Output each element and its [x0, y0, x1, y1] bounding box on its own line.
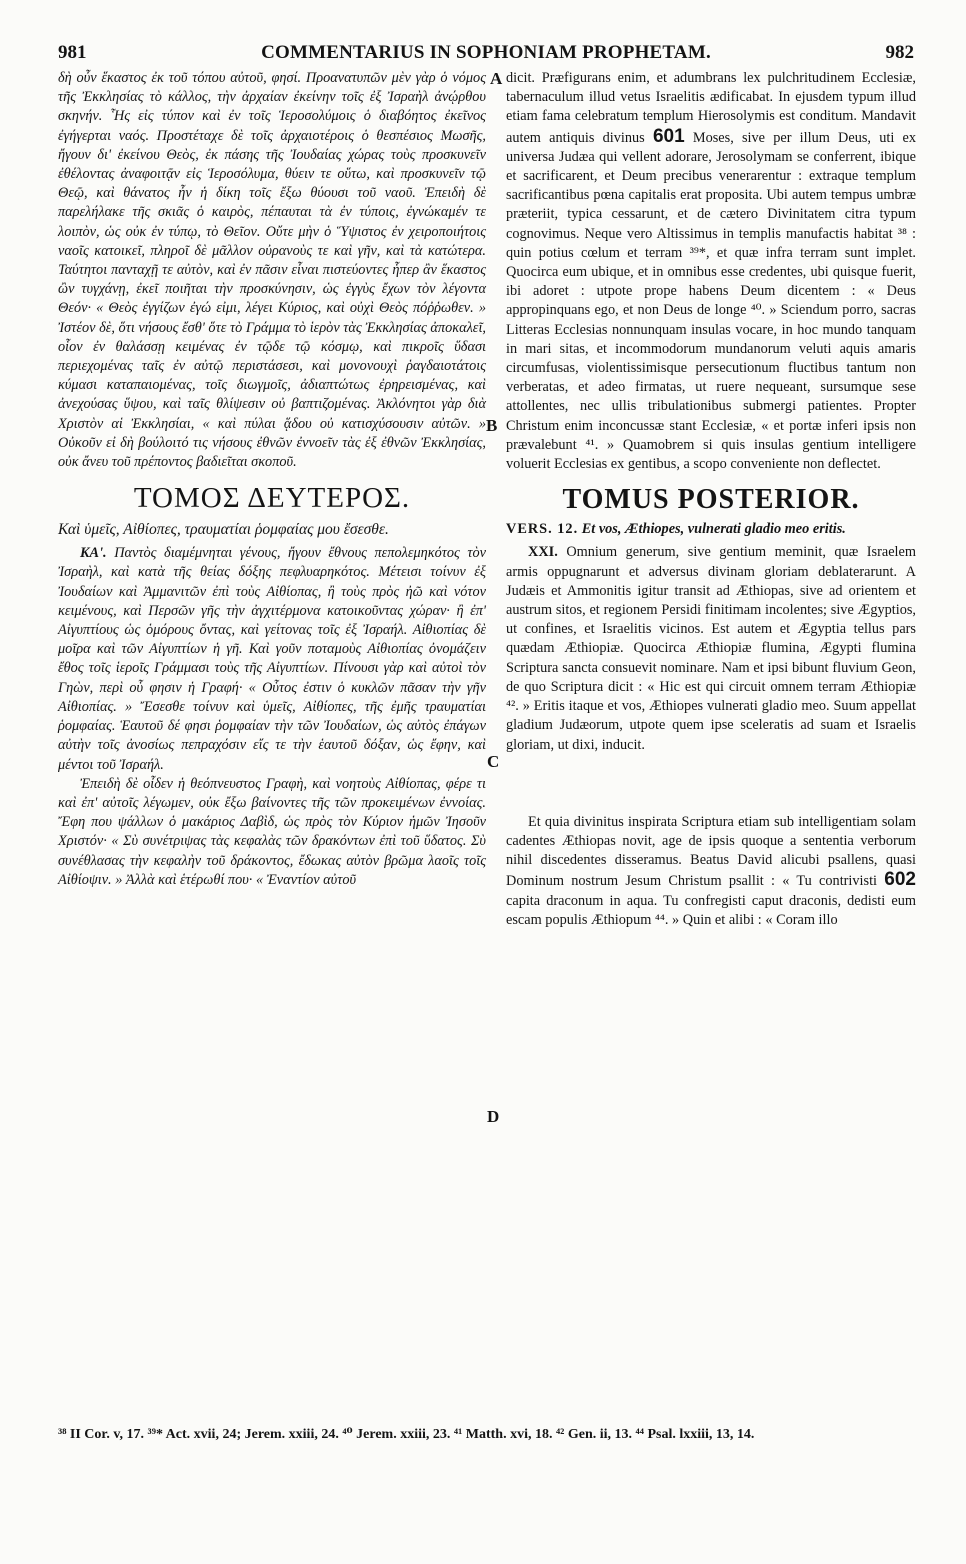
latin-paragraph-3a: Et quia divinitus inspirata Scriptura etiam sub intelligentiam solam cadentes Æthiopas novit, age de ipsis quoque a sententia verborum nihil discedentes disseramus. Beatus David alicubi psallens, quasi Dominum nostrum Jesum Christum psallit : « Tu contrivisti	[506, 813, 916, 890]
latin-paragraph-1	[506, 69, 916, 474]
latin-section-number: XXI.	[528, 544, 558, 561]
greek-paragraph-2	[58, 544, 486, 774]
page-number-left: 981	[58, 42, 87, 63]
greek-column	[58, 69, 486, 1564]
greek-paragraph-3: Ἐπειδὴ δὲ οἶδεν ἡ θεόπνευστος Γραφὴ, καὶ νοητοὺς Αἰθίοπας, φέρε τι καὶ ἐπ' αὐτοῖς λέγωμεν, οὐκ ἔξω βαίνοντες τῆς τῶν προκειμένων ἐννοίας. Ἔφη που ψάλλων ὁ μακάριος Δαβὶδ, ὡς πρὸς τὸν Κύριον ἡμῶν Ἰησοῦν Χριστόν· « Σὺ συνέτριψας τὰς κεφαλὰς τῶν δρακόντων ἐπὶ τοῦ ὕδατος. Σὺ συνέθλασας τὴν κεφαλὴν τοῦ δράκοντος, ἔδωκας αὐτὸν βρῶμα λαοῖς τοῖς Αἰθίοψιν. » Ἀλλὰ καὶ ἑτέρωθί που· « Ἐναντίον αὐτοῦ	[58, 775, 486, 888]
greek-paragraph-1: δὴ οὖν ἕκαστος ἐκ τοῦ τόπου αὐτοῦ, φησί. Προανατυπῶν μὲν γὰρ ὁ νόμος τῆς Ἐκκλησίας τὸ κάλλος, τὴν ἀρχαίαν ἐκείνην τοῖς ἐξ Ἰσραὴλ ἀνῴρθου σκηνήν. Ἧς εἰς τύπον καὶ ἐν τοῖς Ἱεροσολύμοις ὁ διαβόητος ἐκεῖνος ἐγήγερται ναός. Προστέταχε δὲ τοῖς ἀρχαιοτέροις ὁ θεσπέσιος Μωσῆς, ἤγουν δι' ἐκείνου Θεὸς, ἐκ πάσης τῆς Ἰουδαίας χώρας τοὺς προσκυνεῖν ἐθέλοντας ἀναφοιτᾷν εἰς Ἱεροσόλυμα, θύειν τε οὕτω, καὶ προσκυνεῖν τῷ Θεῷ, καὶ θάνατος ἦν ἡ δίκη τοῖς ἔξω θύουσι τοῦ ναοῦ. Ἐπειδὴ δὲ παρελήλακε τῆς σκιᾶς ὁ καιρὸς, πέπαυται τὰ ἐν τύποις, ἐγνώκαμέν τε λοιπὸν, ὡς οὐκ ἐν τύπῳ, τὸ Θεῖον. Οὔτε μὴν ὁ Ὕψιστος ἐν χειροποιήτοις ναοῖς κατοικεῖ, πληροῖ δὲ μᾶλλον οὐρανοὺς τε καὶ γῆν, καὶ τὰ κατώτερα. Ταύτητοι πανταχῇ τε αὐτὸν, καὶ ἐν πᾶσιν εἶναι πιστεύοντες ἧπερ ἂν ἕκαστος ὢν τυγχάνῃ, ἐκεῖ ποιῆται τὴν προσκύνησιν, ὡς ἐγγὺς ἔχων τὸν λέγοντα Θεόν· « Θεὸς ἐγγίζων ἐγώ εἰμι, λέγει Κύριος, καὶ οὐχὶ Θεὸς πόῤῥωθεν. » Ἰστέον δὲ, ὅτι νήσους ἔσθ' ὅτε τὸ Γράμμα τὸ ἱερὸν τὰς Ἐκκλησίας ἀποκαλεῖ, οἷον ἐν θαλάσσῃ κειμένας ἐν τῷδε τῷ κόσμῳ, καὶ πικροῖς ὕδασι περιεχομένας ταῖς ἐν αὐτῷ περιστάσεσι, καὶ μονονουχὶ ῥαγδαιοτάτοις κύμασι καταπαιομένας, τοῖς διωγμοῖς, ἀδιαπτώτως ἐρηρεισμένας, καὶ ἀνεχούσας ὕψου, καὶ ταῖς θλίψεσιν οὐ βαπτιζομένας. Ἀκλόνητοι γὰρ διὰ Χριστὸν αἱ Ἐκκλησίαι, « καὶ πύλαι ᾅδου οὐ κατισχύσουσιν αὐτῶν. » Οὐκοῦν εἰ δὴ βούλοιτό τις νήσους ἐθνῶν ἐννοεῖν τὰς ἐξ ἐθνῶν Ἐκκλησίας, οὐκ ἄνευ τοῦ πρέποντος βαδιεῖται σκοποῦ.	[58, 70, 486, 471]
column-number-601: 601	[652, 125, 685, 147]
latin-paragraph-1a: dicit. Præfigurans enim, et adumbrans lex pulchritudinem Ecclesiæ, tabernaculum illud vetus Israelitis ædificabat. In ejusdem typum illud etiam fama celebratum templum Hierosolymis est conditum. Mandavit autem antiquis divinus	[506, 70, 916, 146]
latin-paragraph-2	[506, 543, 916, 754]
margin-marker-d: D	[487, 1107, 500, 1126]
margin-marker-c: C	[487, 752, 500, 771]
greek-paragraph-2-text: Παντὸς διαμέμνηται γένους, ἤγουν ἔθνους πεπολεμηκότος τὸν Ἰσραὴλ, καὶ κατὰ τῆς θείας δόξης πεφλυαρηκότος. Μέτεισι τοίνυν ἐξ Ἰουδαίων καὶ Ἀμμανιτῶν ἐπὶ τοὺς Αἰθίοπας, ἢ τοὺς πρὸς ἠῶ καὶ νότον κειμένους, καὶ Περσῶν γῆς τὴν ἀγχιτέρμονα κατοικοῦντας χώραν· ἢ ἐπ' Αἰγυπτίους ὡς ὁμόρους ὄντας, καὶ γείτονας τοῖς ἐξ Ἰσραήλ. Αἰθιοπίας δὲ μοῖρα καὶ τῶν Αἰγυπτίων ἡ γῆ. Καὶ γοῦν ποταμοὺς Αἰθιοπίας ὀνομάζειν ἔθος τοῖς ἱεροῖς Γράμμασι τοὺς τῆς Αἰγυπτίων. Πίνουσι γὰρ καὶ αὐτοὶ τὸν Γηὼν, περὶ οὗ φησιν ἡ Γραφή· « Οὗτος ἐστιν ὁ κυκλῶν πᾶσαν τὴν γῆν Αἰθιοπίας. » Ἔσεσθε τοίνυν καὶ ὑμεῖς, Αἰθίοπες, τῆς ἐμῆς τραυματίαι ῥομφαίας. Ἑαυτοῦ δέ φησι ῥομφαίαν τὴν τῶν Ἰουδαίων, ὡς αὐτὸς ἐπάγων αὐτὴν τοῖς ἀνοσίως πεπραχόσιν εἴς τε τὴν ἑαυτοῦ δόξαν, ὡς ἔφην, καὶ μέντοι τοῦ Ἰσραήλ.	[58, 545, 486, 773]
greek-section-heading: ΤΟΜΟΣ ΔΕΥΤΕΡΟΣ.	[133, 482, 411, 515]
greek-section-number: ΚΑ'.	[80, 545, 107, 562]
verse-reference: VERS. 12.	[506, 521, 579, 538]
latin-paragraph-2-text: Omnium generum, sive gentium meminit, quæ Israelem armis oppugnarunt et adversus divinam gloriam deblaterarunt. A Judæis et Ammonitis igitur transit ad Æthiopas, sive ad orientem et austrum sitos, et regionem Persidi finitimam incolentes; sive Ægyptios, ut confines, et Israelitis vicinos. Est autem et Ægyptia tellus pars quædam Æthiopiæ. Quocirca Æthiopiæ flumina, Ægypti flumina Scriptura sancta consuevit nominare. Nam et ipsi bibunt fluvium Geon, de quo Scriptura dicit : « Hic est qui circuit omnem terram Æthiopiæ ⁴². » Eritis itaque et vos, Æthiopes vulnerati gladio meo. Suum appellat gladium Judæorum, utpote quem ipse sceleratis ad suam et Israelis gloriam, ut dixi, inducit.	[506, 544, 916, 753]
running-title: COMMENTARIUS IN SOPHONIAM PROPHETAM.	[261, 42, 711, 63]
column-gap	[506, 755, 916, 813]
latin-column	[506, 69, 916, 1564]
page-header	[58, 42, 914, 68]
footnotes	[58, 1426, 914, 1444]
footnote-text: ³⁸ II Cor. v, 17. ³⁹* Act. xvii, 24; Jerem. xxiii, 24. ⁴⁰ Jerem. xxiii, 23. ⁴¹ Matth. xvi, 18. ⁴² Gen. ii, 13. ⁴⁴ Psal. lxxiii, 13, 14.	[58, 1427, 755, 1442]
column-number-602: 602	[884, 869, 916, 891]
latin-paragraph-3	[506, 813, 916, 930]
latin-paragraph-1b: Moses, sive per illum Deus, uti ex universa Judæa qui vellent adorare, Jerosolymam se conferrent, ibique et sacrificarent, et Deum precibus venerarentur : extraque templum sacrificantibus pœna capitalis erat proposita. Ubi autem tempus umbræ præteriit, typica cessarunt, et de cætero Divinitatem citra typum cognovimus. Neque vero Altissimus in templis manufactis habitat ³⁸ : quin potius cœlum et terram ³⁹*, et quæ infra terram sunt implet. Quocirca eum ubique, et in omnibus esse credentes, ubi quisque fuerit, ibi adoret : utpote prope habens Deum dicentem : « Deus appropinquans ego, et non Deus de longe ⁴⁰. » Sciendum porro, sacras Litteras Ecclesias nonnunquam insulas vocare, in hoc mundo tanquam in mari sitas, et incommodorum mundanorum veluti aquis amaris circumfusas, violentissimisque persecutionum fluctibus tantum non verberatas, et adeo firmatas, ut ruere nequeant, sursumque sese attollentes, nec ullis tribulationibus submergi patientes. Propter Christum enim inconcussæ stant Ecclesiæ, « et portæ inferi ipsis non prævalebunt ⁴¹. » Quamobrem si quis insulas gentium intelligere voluerit Ecclesias ex gentibus, a scopo conveniente non deflectet.	[506, 129, 917, 473]
margin-marker-a: A	[490, 69, 503, 88]
greek-verse-lemma: Καὶ ὑμεῖς, Αἰθίοπες, τραυματίαι ῥομφαίας μου ἔσεσθε.	[58, 521, 389, 539]
verse-text: Et vos, Æthiopes, vulnerati gladio meo eritis.	[581, 521, 846, 538]
latin-section-heading: TOMUS POSTERIOR.	[562, 484, 860, 516]
page-number-right: 982	[885, 42, 914, 63]
margin-marker-b: B	[486, 416, 498, 435]
latin-verse-lemma	[506, 520, 916, 539]
latin-paragraph-3b: capita draconum in aqua. Tu confregisti caput draconis, dedisti eum escam populis Æthiopum ⁴⁴. » Quin et alibi : « Coram illo	[506, 892, 916, 928]
